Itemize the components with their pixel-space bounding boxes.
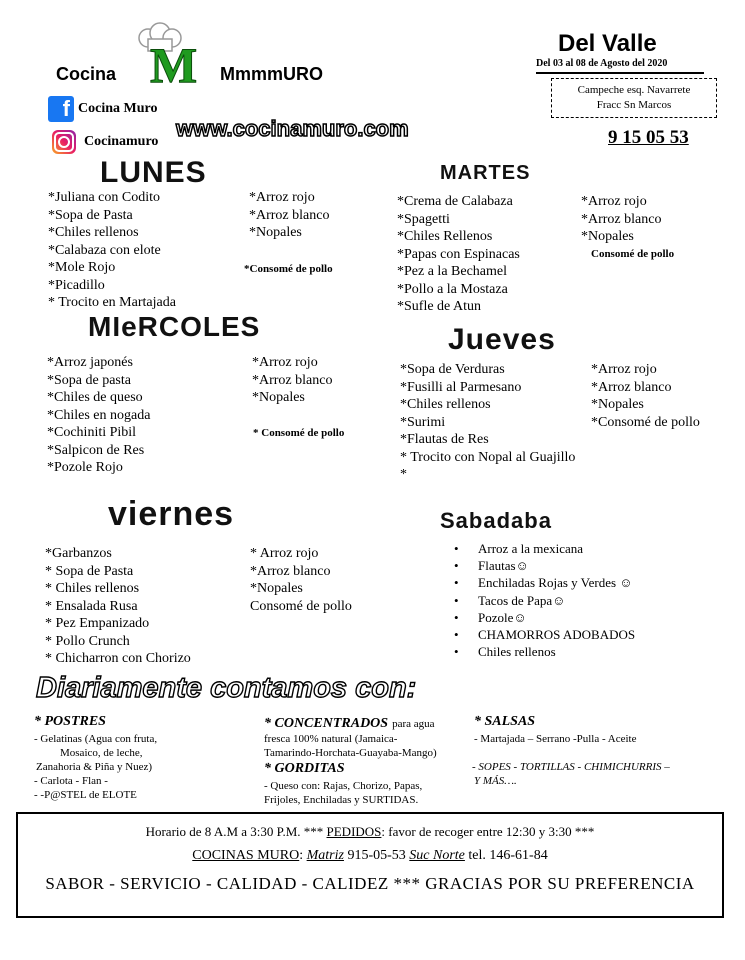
list-item: *Pez a la Bechamel — [397, 264, 508, 279]
concentrados-suffix: para agua — [392, 718, 435, 730]
phone-number[interactable]: 9 15 05 53 — [608, 127, 689, 148]
list-item: *Spagetti — [397, 211, 450, 227]
list-item: *Arroz blanco — [250, 563, 331, 579]
martes-main-list — [397, 193, 520, 316]
postres-title: * POSTRES — [34, 714, 106, 729]
day-title-jueves: Jueves — [448, 323, 556, 356]
list-item: *Sufle de Atun — [397, 299, 481, 314]
list-item: * — [400, 467, 407, 482]
list-item: * Arroz rojo — [250, 546, 319, 561]
viernes-side-list — [250, 545, 352, 615]
address-line-1: Campeche esq. Navarrete — [577, 84, 691, 96]
extras-line-1: - SOPES - TORTILLAS - CHIMICHURRIS – — [472, 761, 670, 773]
list-item: *Arroz blanco — [581, 211, 662, 227]
list-item: • Chiles rellenos — [454, 644, 556, 660]
brand-right: MmmmURO — [220, 64, 324, 84]
list-item: * Trocito en Martajada — [48, 295, 176, 310]
list-item: *Arroz blanco — [249, 207, 330, 223]
brand-logo-m: M — [150, 37, 198, 93]
salsas-title: * SALSAS — [474, 714, 536, 729]
list-item: *Arroz blanco — [591, 379, 672, 395]
salsas-list: - Martajada – Serrano -Pulla - Aceite — [474, 733, 637, 745]
miercoles-main-list — [47, 354, 150, 477]
list-item: - Queso con: Rajas, Chorizo, Papas, — [264, 780, 423, 792]
list-item: *Surimi — [400, 414, 446, 430]
list-item: * Sopa de Pasta — [45, 563, 134, 579]
lunes-consome: *Consomé de pollo — [244, 263, 333, 275]
list-item: * Chicharron con Chorizo — [45, 651, 191, 666]
concentrados-heading — [264, 714, 435, 732]
list-item: *Fusilli al Parmesano — [400, 379, 522, 395]
list-item: *Chiles en nogada — [47, 407, 151, 423]
list-item: *Arroz rojo — [591, 362, 657, 377]
list-item: • Flautas☺ — [454, 558, 529, 574]
list-item: Tamarindo-Horchata-Guayaba-Mango) — [264, 747, 437, 759]
list-item: *Consomé de pollo — [591, 414, 700, 430]
list-item: • Enchiladas Rojas y Verdes ☺ — [454, 575, 633, 591]
list-item: *Nopales — [252, 390, 305, 405]
list-item: *Picadillo — [48, 277, 105, 293]
facebook-link[interactable] — [48, 96, 157, 122]
lunes-side-list — [249, 189, 329, 242]
instagram-link[interactable] — [52, 130, 158, 154]
list-item: * Trocito con Nopal al Guajillo — [400, 449, 576, 465]
list-item: * Chiles rellenos — [45, 581, 140, 596]
list-item: *Salpicon de Res — [47, 442, 145, 458]
list-item: * Pollo Crunch — [45, 633, 130, 649]
footer-hours: Horario de 8 A.M a 3:30 P.M. *** PEDIDOS: favor de recoger entre 12:30 y 3:30 *** — [145, 824, 595, 839]
address-box — [551, 78, 717, 118]
list-item: *Pozole Rojo — [47, 460, 123, 475]
list-item: *Mole Rojo — [48, 260, 116, 275]
viernes-main-list — [45, 545, 191, 668]
martes-consome: Consomé de pollo — [591, 248, 675, 260]
day-title-martes: MARTES — [440, 162, 531, 184]
list-item: *Juliana con Codito — [48, 190, 160, 205]
list-item: * Pez Empanizado — [45, 616, 150, 631]
list-item: • Tacos de Papa☺ — [454, 592, 566, 608]
list-item: *Chiles de queso — [47, 390, 143, 405]
list-item: *Chiles rellenos — [48, 225, 139, 240]
list-item: *Papas con Espinacas — [397, 246, 520, 262]
address-line-2: Fracc Sn Marcos — [596, 99, 672, 111]
footer-box — [16, 812, 724, 918]
list-item: - -P@STEL de ELOTE — [34, 789, 137, 801]
list-item: • Arroz a la mexicana — [454, 541, 584, 556]
gorditas-list — [264, 779, 422, 807]
list-item: *Nopales — [249, 225, 302, 240]
list-item: Mosaico, de leche, — [60, 747, 143, 759]
list-item: Consomé de pollo — [250, 598, 352, 614]
extras-line-2: Y MÁS…. — [474, 775, 517, 787]
jueves-main-list — [400, 361, 575, 484]
day-title-viernes: viernes — [108, 495, 235, 533]
list-item: * Ensalada Rusa — [45, 598, 138, 614]
list-item: *Arroz rojo — [252, 355, 318, 370]
facebook-icon: f — [48, 96, 74, 122]
list-item: *Sopa de Pasta — [48, 207, 133, 223]
postres-list — [34, 732, 157, 802]
day-title-lunes: LUNES — [100, 156, 207, 189]
list-item: - Gelatinas (Agua con fruta, — [34, 733, 158, 745]
instagram-label: Cocinamuro — [84, 134, 159, 149]
day-title-sabado: Sabadaba — [440, 508, 552, 533]
concentrados-list — [264, 732, 437, 760]
list-item: *Garbanzos — [45, 546, 112, 561]
list-item: *Sopa de Verduras — [400, 362, 505, 377]
list-item: - Carlota - Flan - — [34, 775, 108, 787]
list-item: • Pozole☺ — [454, 609, 527, 625]
contact-brand: COCINAS MURO — [192, 848, 300, 863]
brand-left: Cocina — [56, 64, 117, 84]
list-item: *Calabaza con elote — [48, 242, 161, 258]
list-item: *Chiles Rellenos — [397, 229, 493, 244]
matriz-label: Matriz — [306, 848, 344, 863]
list-item: • CHAMORROS ADOBADOS — [454, 627, 636, 643]
list-item: *Chiles rellenos — [400, 397, 491, 412]
miercoles-side-list — [252, 354, 332, 407]
miercoles-consome: * Consomé de pollo — [253, 427, 345, 439]
suc-norte-label: Suc Norte — [409, 848, 465, 863]
martes-side-list — [581, 193, 661, 246]
list-item: *Cochiniti Pibil — [47, 425, 137, 440]
list-item: *Crema de Calabaza — [397, 194, 513, 209]
list-item: *Arroz rojo — [249, 190, 315, 205]
list-item: *Sopa de pasta — [47, 372, 131, 388]
list-item: *Arroz japonés — [47, 355, 133, 370]
list-item: *Nopales — [250, 581, 303, 596]
sabado-list — [454, 540, 635, 660]
website-link[interactable]: www.cocinamuro.com — [176, 116, 409, 141]
menu-dates: Del 03 al 08 de Agosto del 2020 — [536, 58, 668, 69]
concentrados-title: * CONCENTRADOS — [264, 716, 389, 731]
jueves-side-list — [591, 361, 700, 431]
pedidos-label: PEDIDOS — [326, 824, 382, 839]
list-item: *Arroz rojo — [581, 194, 647, 209]
lunes-main-list — [48, 189, 176, 312]
list-item: *Flautas de Res — [400, 432, 489, 447]
dates-divider — [536, 72, 704, 74]
day-title-miercoles: MIeRCOLES — [88, 311, 261, 342]
daily-title: Diariamente contamos con: — [36, 672, 417, 704]
facebook-label: Cocina Muro — [78, 101, 158, 116]
list-item: Zanahoria & Piña y Nuez) — [36, 761, 153, 773]
footer-slogan: SABOR - SERVICIO - CALIDAD - CALIDEZ *** GRACIAS POR SU PREFERENCIA — [45, 874, 695, 893]
branch-title: Del Valle — [558, 30, 657, 57]
gorditas-title: * GORDITAS — [264, 761, 345, 776]
list-item: *Nopales — [591, 397, 644, 412]
list-item: *Nopales — [581, 229, 634, 244]
list-item: *Arroz blanco — [252, 372, 333, 388]
list-item: Frijoles, Enchiladas y SURTIDAS. — [264, 794, 419, 806]
list-item: *Pollo a la Mostaza — [397, 281, 508, 297]
list-item: fresca 100% natural (Jamaica- — [264, 733, 398, 745]
instagram-icon — [52, 130, 76, 154]
footer-contact: COCINAS MURO: Matriz 915-05-53 Suc Norte tel. 146-61-84 — [192, 848, 548, 863]
